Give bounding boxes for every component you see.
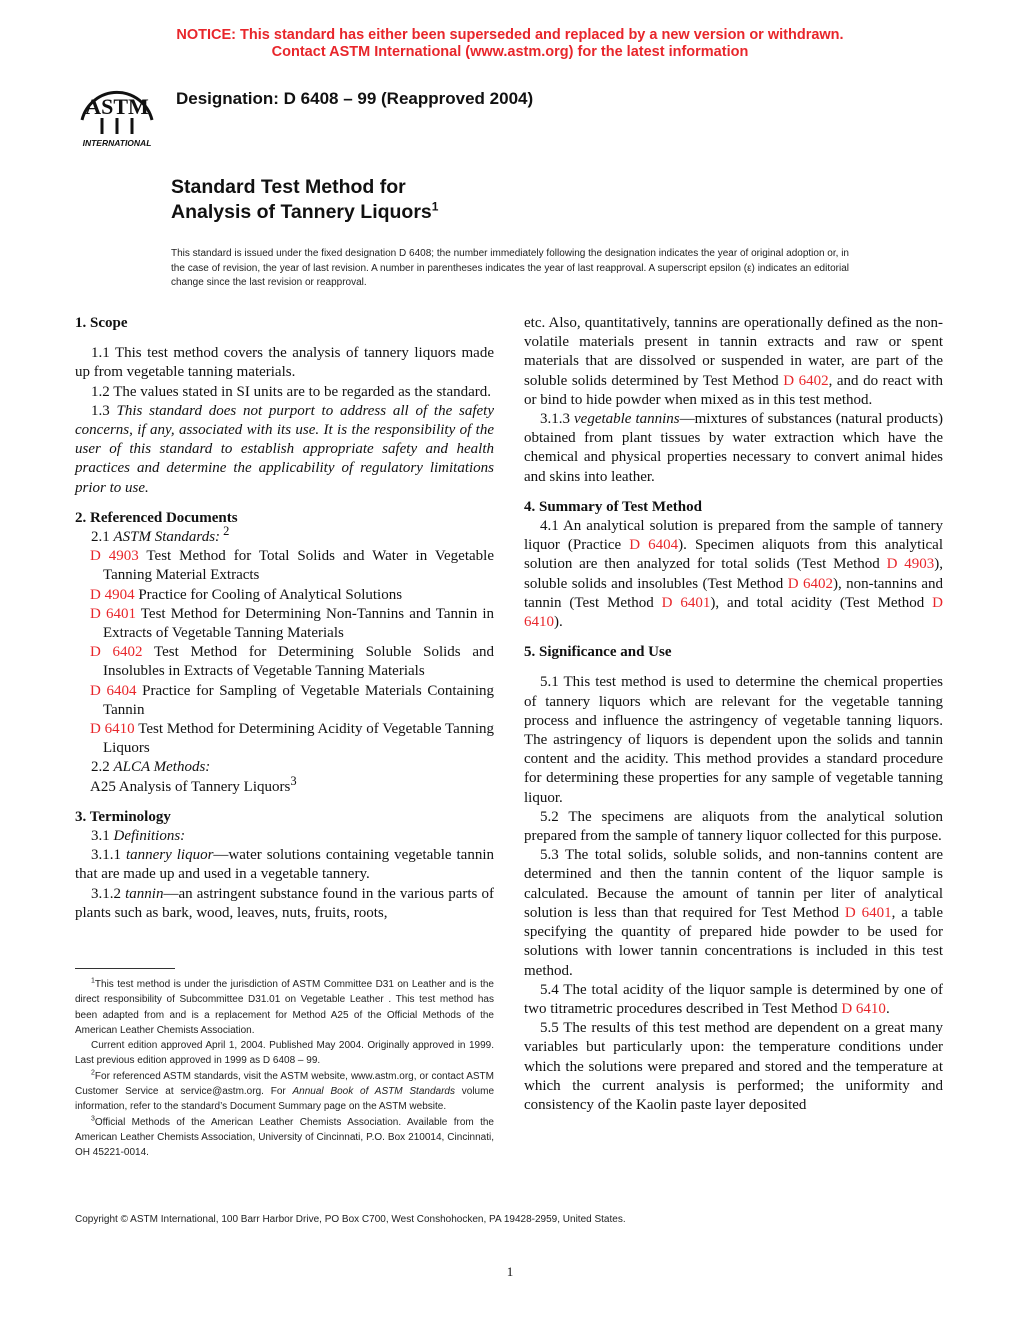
left-column — [75, 314, 494, 923]
para-4-1-a: 4.1 An analytical solution is prepared from the sample of tannery liquor (Practice — [524, 518, 943, 554]
ref-link[interactable]: D 4904 — [90, 586, 135, 603]
ref-link[interactable]: D 6401 — [90, 605, 136, 622]
para-4-1-e: ), and total acidity (Test Method — [710, 594, 933, 611]
para-5-3-a: 5.3 The total solids, soluble solids, and non-tannins content are determined and then the tannin content of the liquor sample is calculated. Because the amount of tannin per liter of analytical solution is less than that required for Test Method — [524, 847, 943, 921]
para-2-2-label: ALCA Methods: — [113, 759, 211, 776]
notice-line-1: NOTICE: This standard has either been superseded and replaced by a new version or withdrawn. — [176, 27, 844, 43]
para-3-1-3-num: 3.1.3 — [540, 411, 574, 428]
alca-ref: A25 Analysis of Tannery Liquors — [90, 778, 291, 795]
term-tannin: tannin — [125, 885, 164, 902]
footnote-2-italic: Annual Book of ASTM Standards — [292, 1086, 455, 1098]
ref-title: Practice for Sampling of Vegetable Materials Containing Tannin — [103, 682, 494, 718]
para-2-1-num: 2.1 — [91, 529, 114, 546]
footnote-divider — [75, 968, 175, 969]
para-2-1-sup: 2 — [220, 524, 230, 539]
para-3-1-label: Definitions: — [113, 828, 186, 845]
para-4-1-f: ). — [554, 614, 563, 631]
link-d6404[interactable]: D 6404 — [629, 537, 679, 554]
document-title — [171, 175, 438, 225]
para-5-4-a: 5.4 The total acidity of the liquor sample is determined by one of two titrametric procedures described in Test Method — [524, 981, 943, 1017]
fn2-mark: 2 — [91, 1069, 95, 1077]
footnote-2b: volume information, refer to the standard’s Document Summary page on the ASTM website. — [75, 1086, 494, 1113]
para-4-1-c: ), soluble solids and insolubles (Test Method — [524, 556, 943, 592]
para-5-2: 5.2 The specimens are aliquots from the analytical solution prepared from the sample of tannery liquor collected for this purpose. — [524, 808, 943, 845]
title-footnote-mark: 1 — [431, 199, 439, 214]
ref-title: Test Method for Determining Acidity of Vegetable Tanning Liquors — [103, 721, 494, 757]
footnote-2a: For referenced ASTM standards, visit the ASTM website, www.astm.org, or contact ASTM Customer Service at service@astm.org. For — [75, 1070, 494, 1098]
def-tannin: —an astringent substance found in the various parts of plants such as bark, wood, leaves, nuts, fruits, roots, — [75, 885, 495, 921]
term-vegetable-tannins: vegetable tannins — [574, 411, 680, 428]
ref-item — [75, 682, 494, 720]
ref-item — [75, 643, 494, 681]
para-2-2-num: 2.2 — [91, 759, 114, 776]
ref-title: Test Method for Total Solids and Water in Vegetable Tanning Material Extracts — [103, 548, 494, 584]
para-3-1-2-num: 3.1.2 — [91, 885, 126, 902]
para-1-3-num: 1.3 — [91, 402, 117, 419]
ref-item — [75, 586, 494, 605]
ref-title: Test Method for Determining Soluble Solids and Insolubles in Extracts of Vegetable Tanning Materials — [103, 644, 494, 680]
ref-item — [75, 547, 494, 585]
section-heading-significance: 5. Significance and Use — [524, 644, 672, 661]
astm-logo-icon — [72, 72, 162, 154]
section-heading-summary: 4. Summary of Test Method — [524, 498, 702, 515]
link-d6401[interactable]: D 6401 — [661, 594, 711, 611]
title-line-2: Analysis of Tannery Liquors — [171, 201, 432, 223]
link-d6402[interactable]: D 6402 — [787, 575, 833, 592]
ref-link[interactable]: D 6402 — [90, 644, 143, 661]
para-5-3-b: , a table specifying the quantity of prepared hide powder to be used for solutions with lower tannin concentrations is included in this test method. — [524, 904, 943, 979]
footnote-3: Official Methods of the American Leather Chemists Association. Available from the American Leather Chemists Association, University of Cincinnati, P.O. Box 210014, Cincinnati, OH 45221-0014. — [75, 1116, 494, 1159]
para-1-1: 1.1 This test method covers the analysis of tannery liquors made up from vegetable tanning materials. — [75, 345, 494, 381]
ref-item — [75, 605, 494, 643]
para-4-1-b: ). Specimen aliquots from this analytical solution are then analyzed for total solids (Test Method — [524, 537, 943, 573]
para-1-2: 1.2 The values stated in SI units are to be regarded as the standard. — [91, 383, 492, 400]
section-heading-referenced: 2. Referenced Documents — [75, 509, 238, 526]
tannin-def-cont-b: , and do react with or bind to hide powder when mixed as in this test method. — [524, 372, 943, 408]
ref-item — [75, 720, 494, 758]
section-heading-terminology: 3. Terminology — [75, 808, 171, 825]
para-2-1-label: ASTM Standards: — [113, 529, 221, 546]
tannin-def-cont-a: etc. Also, quantitatively, tannins are operationally defined as the non-volatile materials present in tannin extracts and raw or spent materials that are dissolved or suspended in water, are part of the soluble solids determined by Test Method — [524, 315, 943, 389]
ref-link[interactable]: D 6410 — [90, 721, 135, 738]
para-1-3: This standard does not purport to address all of the safety concerns, if any, associated with its use. It is the responsibility of the user of this standard to establish appropriate safety and health practices and determine the applicability of regulatory limitations prior to use. — [75, 402, 495, 496]
para-3-1-1-num: 3.1.1 — [91, 847, 126, 864]
page-number: 1 — [506, 1264, 514, 1279]
title-line-1: Standard Test Method for — [171, 176, 406, 198]
link-d6410[interactable]: D 6410 — [524, 594, 943, 631]
logo-letters: ASTM — [85, 94, 149, 119]
para-5-4-b: . — [885, 1000, 890, 1017]
fn3-mark: 3 — [91, 1115, 95, 1123]
para-5-1: 5.1 This test method is used to determine the chemical properties of tannery liquors which are relevant for the vegetable tanning process and influence the astringency of vegetable tanning liquors. The astringency of liquors is dependent upon the solids and tannin content and the acidity. This method provides a standard procedure for determining these properties for any sample of vegetable tanning liquor. — [524, 674, 943, 806]
ref-link[interactable]: D 6404 — [90, 682, 137, 699]
link-d6402[interactable]: D 6402 — [783, 372, 829, 389]
section-heading-scope: 1. Scope — [75, 315, 128, 331]
notice-line-2: Contact ASTM International (www.astm.org) for the latest information — [271, 44, 749, 60]
ref-link[interactable]: D 4903 — [90, 548, 139, 565]
ref-title: Practice for Cooling of Analytical Solutions — [134, 586, 403, 603]
issue-statement: This standard is issued under the fixed designation D 6408; the number immediately following the designation indicates the year of original adoption or, in the case of revision, the year of last revision. A number in parentheses indicates the year of last reapproval. A superscript epsilon (ε) indicates an editorial change since the last revision or reapproval. — [171, 248, 849, 288]
para-3-1-num: 3.1 — [91, 828, 114, 845]
term-tannery-liquor: tannery liquor — [125, 847, 214, 864]
designation: Designation: D 6408 – 99 (Reapproved 2004) — [176, 89, 534, 108]
def-tannery-liquor: —water solutions containing vegetable tannin that are made up and used in a vegetable tannery. — [75, 847, 495, 883]
alca-ref-sup: 3 — [290, 773, 297, 788]
def-vegetable-tannins: —mixtures of substances (natural products) obtained from plant tissues by water extraction which have the chemical and physical properties necessary to convert animal hides and skins into leather. — [524, 411, 944, 485]
withdrawal-notice — [0, 27, 1020, 61]
link-d6401[interactable]: D 6401 — [844, 904, 892, 921]
footnotes — [75, 977, 494, 1161]
para-5-5: 5.5 The results of this test method are dependent on a great many variables but particularly upon: the temperature conditions under which the solutions were prepared and stored and the temperature at which the current analysis is performed; the uniformity and consistency of the Kaolin paste layer deposited — [524, 1020, 943, 1113]
ref-title: Test Method for Determining Non-Tannins and Tannin in Extracts of Vegetable Tanning Materials — [103, 605, 494, 642]
right-column — [524, 314, 943, 1115]
footnote-1b: Current edition approved April 1, 2004. Published May 2004. Originally approved in 1999. Last previous edition approved in 1999 as D 6408 – 99. — [75, 1040, 494, 1067]
logo-word: INTERNATIONAL — [82, 138, 152, 148]
copyright: Copyright © ASTM International, 100 Barr Harbor Drive, PO Box C700, West Conshohocken, PA 19428-2959, United States. — [75, 1214, 626, 1225]
para-4-1-d: ), non-tannins and tannin (Test Method — [524, 575, 943, 611]
link-d4903[interactable]: D 4903 — [886, 556, 935, 573]
link-d6410[interactable]: D 6410 — [841, 1000, 886, 1017]
footnote-1: This test method is under the jurisdiction of ASTM Committee D31 on Leather and is the direct responsibility of Subcommittee D31.01 on Vegetable Leather . This test method has been adapted from and is a replacement for Method A25 of the Official Methods of the American Leather Chemists Association. — [75, 979, 494, 1036]
fn1-mark: 1 — [91, 977, 95, 985]
